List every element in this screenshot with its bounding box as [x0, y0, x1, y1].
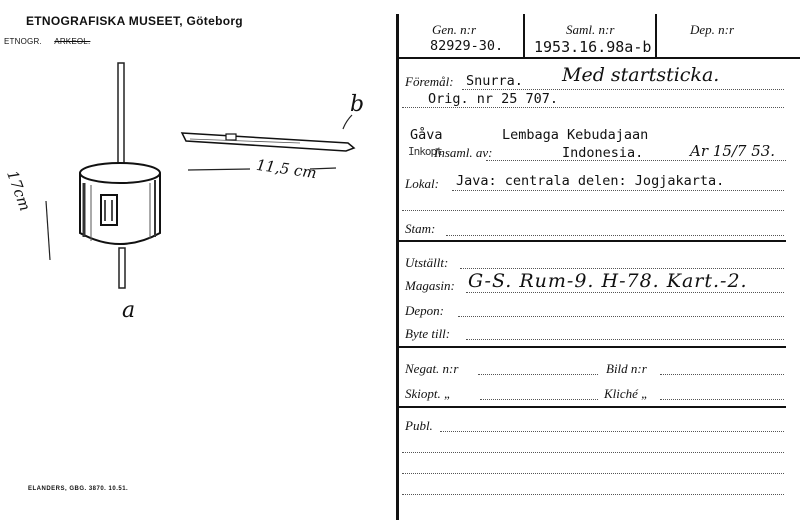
saml-value: 1953.16.98a-b. — [534, 38, 661, 56]
lokal-label: Lokal: — [405, 176, 439, 191]
utstallt-dotline — [460, 268, 784, 269]
card-left-border — [396, 14, 399, 520]
stam-dotline — [446, 235, 784, 236]
skiopt-dotline — [480, 399, 598, 400]
country-value: Indonesia. — [562, 145, 644, 161]
foremal-label: Föremål: — [405, 74, 454, 89]
kliche-label: Kliché „ — [604, 386, 649, 401]
lokal-dotline — [452, 190, 784, 191]
publ-dotline-3 — [402, 473, 784, 474]
gava-value: Gåva — [410, 127, 443, 143]
stick-label: b — [350, 92, 365, 117]
gen-label: Gen. n:r — [432, 22, 477, 37]
lokal-value: Java: centrala delen: Jogjakarta. — [456, 173, 725, 189]
height-note: 17cm — [3, 168, 35, 214]
kliche-dotline — [660, 399, 784, 400]
negat-dotline — [478, 374, 598, 375]
section-rule-1 — [398, 240, 786, 242]
bild-dotline — [660, 374, 784, 375]
lokal-dotline-2 — [402, 210, 784, 211]
orig-value: Orig. nr 25 707. — [428, 91, 559, 107]
depon-dotline — [458, 316, 784, 317]
foremal-value: Snurra. — [466, 73, 523, 89]
negat-label: Negat. n:r — [405, 361, 459, 376]
dept-etnogr: ETNOGR. — [4, 37, 42, 46]
department-line — [4, 37, 90, 46]
byte-dotline — [466, 339, 784, 340]
stam-label: Stam: — [405, 221, 436, 236]
orig-dotline — [402, 107, 784, 108]
stick-length: 11,5 cm — [255, 155, 318, 183]
utstallt-label: Utställt: — [405, 255, 449, 270]
header-rule — [398, 57, 800, 59]
donor-value: Lembaga Kebudajaan — [502, 127, 649, 143]
year-value: Ar 15/7 53. — [690, 142, 776, 160]
publ-dotline-2 — [402, 452, 784, 453]
magasin-dotline — [466, 292, 784, 293]
insaml-label: Insaml. av: — [434, 145, 493, 160]
object-sketch — [0, 55, 390, 335]
magasin-label: Magasin: — [405, 278, 455, 293]
publ-dotline-1 — [440, 431, 784, 432]
gen-value: 82929-30. — [430, 38, 504, 54]
section-rule-3 — [398, 406, 786, 408]
bild-label: Bild n:r — [606, 361, 647, 376]
museum-name: ETNOGRAFISKA MUSEET, Göteborg — [26, 14, 243, 28]
section-rule-2 — [398, 346, 786, 348]
top-label: a — [122, 298, 136, 323]
byte-label: Byte till: — [405, 326, 451, 341]
publ-dotline-4 — [402, 494, 784, 495]
publ-label: Publ. — [405, 418, 433, 433]
inkopt-overstrike: Inkopt — [408, 145, 442, 158]
saml-label: Saml. n:r — [566, 22, 615, 37]
insaml-dotline — [486, 160, 786, 161]
depon-label: Depon: — [405, 303, 444, 318]
header-divider-1 — [523, 14, 525, 58]
skiopt-label: Skiopt. „ — [405, 386, 452, 401]
dep-label: Dep. n:r — [690, 22, 735, 37]
magasin-value: G-S. Rum-9. H-78. Kart.-2. — [468, 270, 748, 292]
dept-arkeol: ARKEOL. — [54, 37, 91, 46]
printer-imprint: ELANDERS, GBG. 3870. 10.51. — [28, 486, 129, 492]
foremal-dotline — [462, 89, 784, 90]
foremal-handwritten: Med startsticka. — [562, 64, 720, 86]
